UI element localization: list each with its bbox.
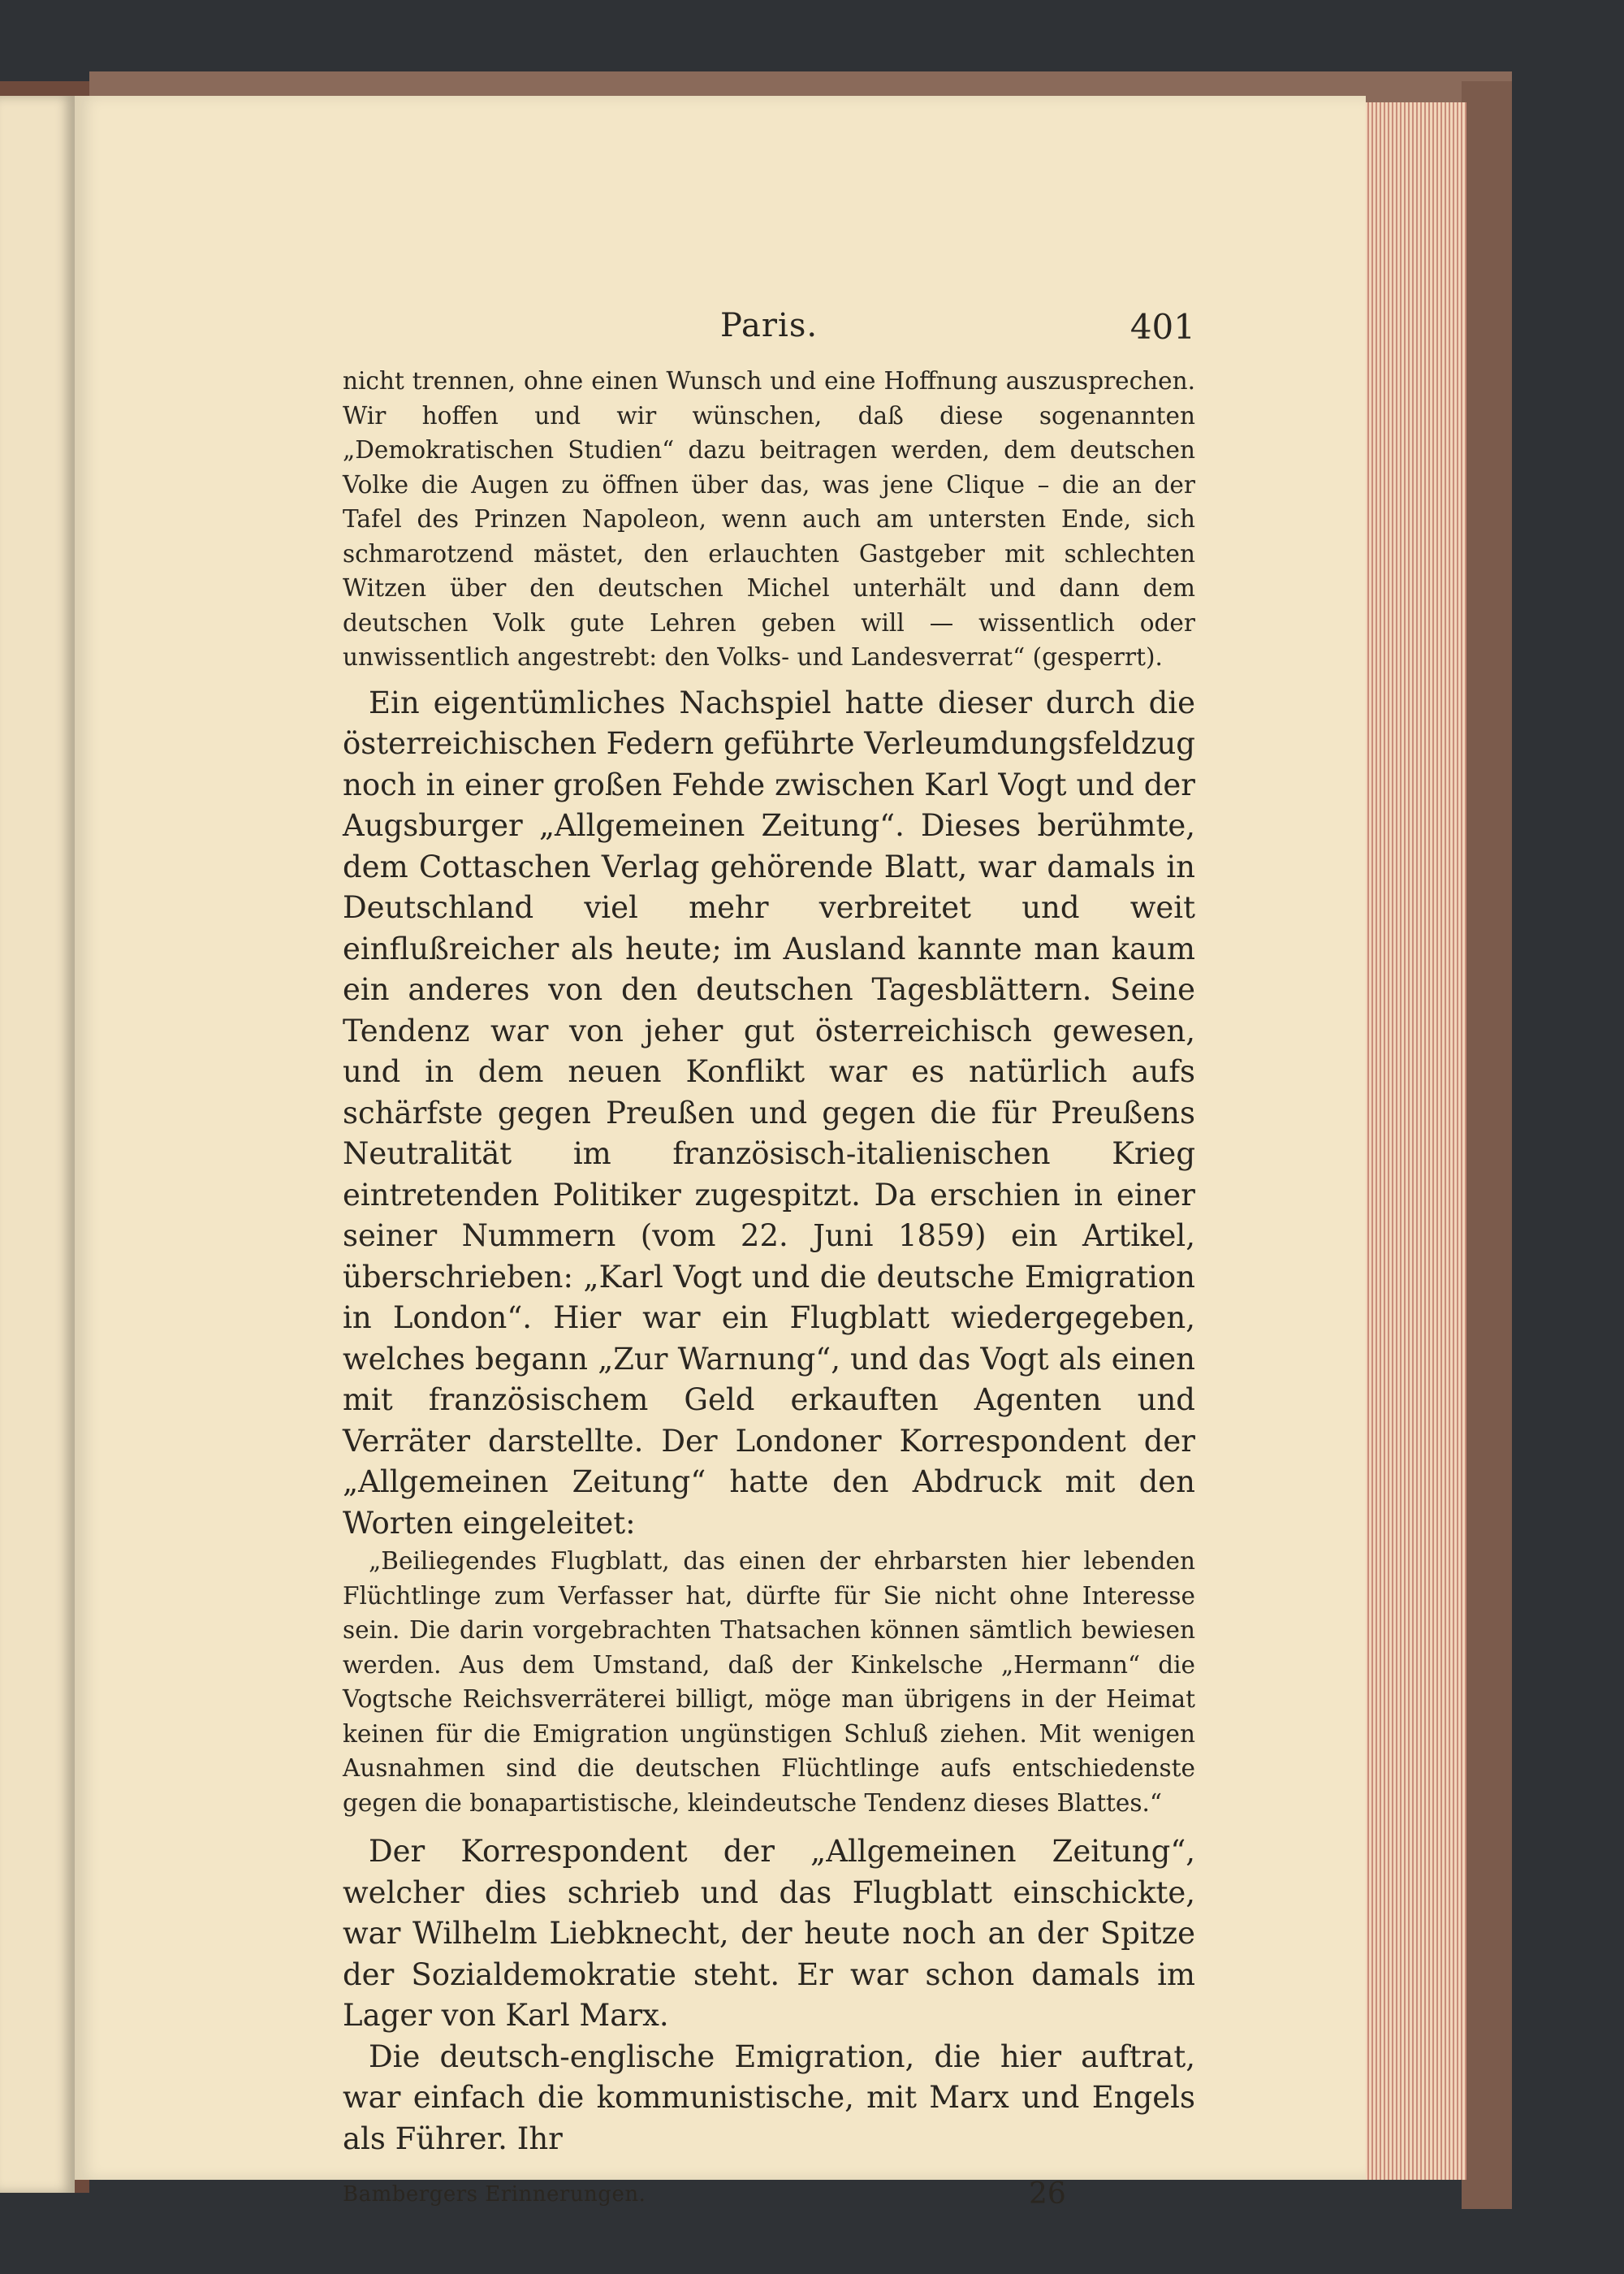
running-title: Paris.: [719, 307, 818, 344]
page-number: 401: [1129, 307, 1195, 347]
paragraph-3: Die deutsch-englische Emigration, die hier auftrat, war einfach die kommunistische, mit Marx und Engels als Führer. Ihr: [343, 2038, 1195, 2156]
page-footer: [343, 2177, 1195, 2218]
quote-flugblatt: „Beiliegendes Flugblatt, das einen der ehrbarsten hier lebenden Flüchtlinge zum Verfasser hat, dürfte für Sie nicht ohne Interesse sein. Die darin vorgebrachten Thatsachen können sämtlich bewiesen werden. Aus dem Umstand, daß der Kinkelsche „Hermann“ die Vogtsche Reichsverräterei billigt, möge man übrigens in der Heimat keinen für die Emigration ungünstigen Schluß ziehen. Mit wenigen Ausnahmen sind die deutschen Flüchtlinge aufs entschiedenste gegen die bonapartistische, kleindeutsche Tendenz dieses Blattes.“: [343, 1547, 1195, 1817]
signature-number: 26: [1029, 2177, 1066, 2211]
paragraph-2: Der Korrespondent der „Allgemeinen Zeitung“, welcher dies schrieb und das Flugblatt einschickte, war Wilhelm Liebknecht, der heute noch an der Spitze der Sozialdemokratie steht. Er war schon damals im Lager von Karl Marx.: [343, 1834, 1195, 2033]
book-page: [75, 96, 1366, 2211]
quote-opening: nicht trennen, ohne einen Wunsch und eine Hoffnung auszusprechen. Wir hoffen und wir wünschen, daß diese sogenannten „Demokratischen Studien“ dazu beitragen werden, dem deutschen Volke die Augen zu öffnen über das, was jene Clique – die an der Tafel des Prinzen Napoleon, wenn auch am untersten Ende, sich schmarotzend mästet, den erlauchten Gastgeber mit schlechten Witzen über den deutschen Michel unterhält und dann dem deutschen Volk gute Lehren geben will — wissentlich oder unwissentlich angestrebt: den Volks- und Landesverrat“ (gesperrt).: [343, 367, 1195, 671]
running-head: [343, 307, 1195, 364]
paragraph-1: Ein eigentümliches Nachspiel hatte dieser durch die österreichischen Federn geführte Verleumdungsfeldzug noch in einer großen Fehde zwischen Karl Vogt und der Augsburger „Allgemeinen Zeitung“. Dieses berühmte, dem Cottaschen Verlag gehörende Blatt, war damals in Deutschland viel mehr verbreitet und weit einflußreicher als heute; im Ausland kannte man kaum ein anderes von den deutschen Tagesblättern. Seine Tendenz war von jeher gut österreichisch gewesen, und in dem neuen Konflikt war es natürlich aufs schärfste gegen Preußen und gegen die für Preußens Neutralität im französisch-italienischen Krieg eintretenden Politiker zugespitzt. Da erschien in einer seiner Nummern (vom 22. Juni 1859) ein Artikel, überschrieben: „Karl Vogt und die deutsche Emigration in London“. Hier war ein Flugblatt wiedergegeben, welches begann „Zur Warnung“, und das Vogt als einen mit französischem Geld erkauften Agenten und Verräter darstellte. Der Londoner Korrespondent der „Allgemeinen Zeitung“ hatte den Abdruck mit den Worten eingeleitet:: [343, 685, 1195, 1541]
signature-line: Bambergers Erinnerungen.: [343, 2182, 646, 2207]
book-cover-right: [1462, 81, 1512, 2209]
left-page-edge: [0, 96, 75, 2193]
page-edges: [1361, 102, 1466, 2180]
page-content: [343, 307, 1195, 2218]
